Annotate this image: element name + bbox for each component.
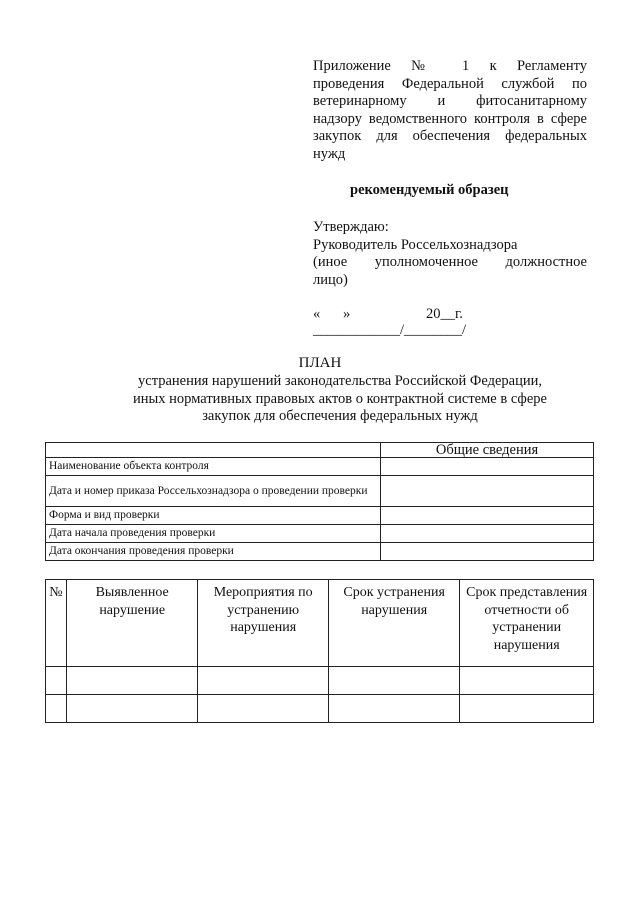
column-header-report-deadline: Срок представления отчетности об устранении нарушения [460, 580, 594, 667]
plan-subtitle-line: иных нормативных правовых актов о контрактной системе в сфере [133, 390, 547, 407]
violations-plan-table [45, 579, 594, 723]
table-cell[interactable] [66, 695, 197, 723]
approval-block [313, 219, 587, 289]
table-row-label: Дата окончания проведения проверки [46, 543, 381, 561]
table-row-label: Форма и вид проверки [46, 507, 381, 525]
plan-subtitle-line: закупок для обеспечения федеральных нужд [202, 408, 478, 424]
approver-title: Руководитель Россельхознадзора [313, 236, 518, 253]
date-quote-open: « [313, 306, 321, 322]
table-cell-value[interactable] [381, 543, 594, 561]
general-info-header: Общие сведения [381, 443, 594, 458]
plan-subtitle-line: устранения нарушений законодательства Российской Федерации, [138, 373, 542, 389]
table-cell[interactable] [46, 667, 67, 695]
table-cell[interactable] [46, 695, 67, 723]
table-cell[interactable] [460, 667, 594, 695]
table-cell[interactable] [198, 667, 329, 695]
approve-label: Утверждаю: [313, 219, 389, 235]
table-row-label: Дата и номер приказа Россельхознадзора о проведении проверки [46, 476, 381, 507]
table-cell-value[interactable] [381, 458, 594, 476]
appendix-line: ветеринарному и фитосанитарному [313, 93, 587, 109]
general-info-table [45, 442, 594, 561]
table-row-label: Наименование объекта контроля [46, 458, 381, 476]
column-header-number: № [46, 580, 67, 667]
other-official-line: лицо) [313, 271, 348, 288]
plan-subtitle [110, 373, 570, 426]
table-row [46, 695, 594, 723]
appendix-line: надзору ведомственного контроля в сфере [313, 110, 587, 127]
appendix-line: проведения Федеральной службой по [313, 75, 587, 92]
appendix-line: нужд [313, 145, 346, 162]
column-header-deadline: Срок устранения нарушения [328, 580, 459, 667]
sample-label: рекомендуемый образец [350, 182, 509, 198]
table-row-label: Дата начала проведения проверки [46, 525, 381, 543]
table-cell-value[interactable] [381, 525, 594, 543]
table-cell[interactable] [328, 695, 459, 723]
other-official-line: (иное уполномоченное должностное [313, 254, 587, 270]
table-cell-value[interactable] [381, 476, 594, 507]
table-cell[interactable] [460, 695, 594, 723]
signature-line: ____________/________/ [313, 322, 467, 338]
table-cell[interactable] [328, 667, 459, 695]
appendix-line: Приложение № 1 к Регламенту [313, 58, 587, 74]
table-header-empty [46, 443, 381, 458]
column-header-measures: Мероприятия по устранению нарушения [198, 580, 329, 667]
table-cell-value[interactable] [381, 507, 594, 525]
table-cell[interactable] [66, 667, 197, 695]
plan-title: ПЛАН [298, 355, 342, 371]
date-year: 20__г. [426, 306, 463, 322]
appendix-line: закупок для обеспечения федеральных [313, 128, 587, 144]
appendix-reference [313, 58, 587, 163]
column-header-violation: Выявленное нарушение [66, 580, 197, 667]
table-row [46, 667, 594, 695]
date-quote-close: » [343, 306, 351, 322]
table-cell[interactable] [198, 695, 329, 723]
